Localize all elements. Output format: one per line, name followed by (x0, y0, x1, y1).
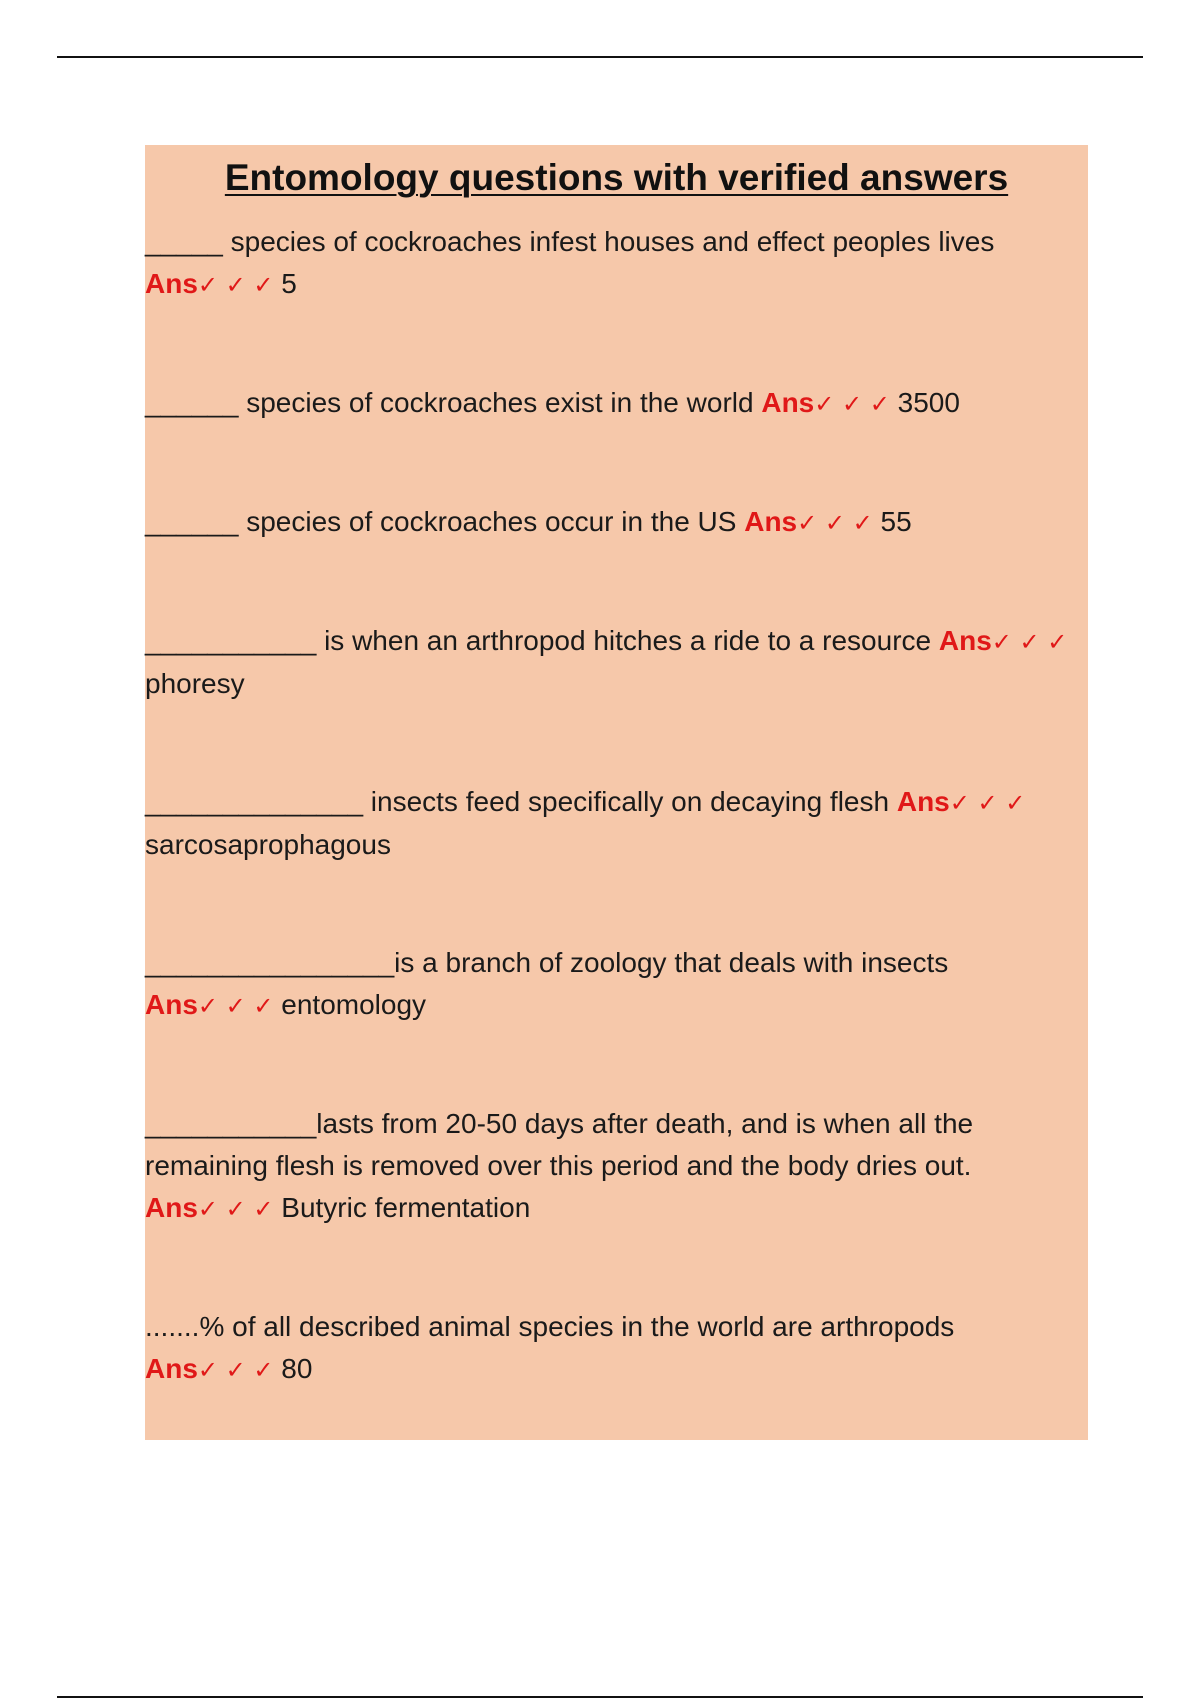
qa-item (145, 1103, 1088, 1230)
question-text: ______ species of cockroaches occur in the US (145, 506, 737, 537)
check-marks-icon: ✓ ✓ ✓ (197, 271, 274, 299)
answer-text: 5 (281, 268, 297, 299)
question-text: .......% of all described animal species in the world are arthropods (145, 1311, 955, 1342)
answer-marker: Ans (145, 1192, 198, 1223)
check-marks-icon: ✓ ✓ ✓ (949, 789, 1026, 817)
qa-item (145, 620, 1088, 705)
qa-item (145, 942, 1088, 1027)
check-marks-icon: ✓ ✓ ✓ (197, 992, 274, 1020)
document-panel (145, 145, 1088, 1440)
check-marks-icon: ✓ ✓ ✓ (797, 509, 873, 537)
answer-text: sarcosaprophagous (145, 829, 391, 860)
question-text: ___________ is when an arthropod hitches a ride to a resource (145, 625, 932, 656)
check-marks-icon: ✓ ✓ ✓ (991, 628, 1068, 656)
answer-text: 80 (281, 1353, 313, 1384)
qa-item (145, 382, 1088, 425)
qa-list (145, 221, 1088, 1391)
answer-text: entomology (281, 989, 427, 1020)
qa-item (145, 781, 1088, 866)
answer-text: phoresy (145, 668, 245, 699)
header-rule (57, 56, 1143, 58)
answer-text: 55 (880, 506, 912, 537)
answer-text: Butyric fermentation (281, 1192, 531, 1223)
question-text: ________________is a branch of zoology that deals with insects (145, 947, 949, 978)
question-text: ______________ insects feed specifically on decaying flesh (145, 786, 890, 817)
answer-marker: Ans (761, 387, 815, 418)
document-title: Entomology questions with verified answers (224, 157, 1009, 198)
question-text: ___________lasts from 20-50 days after death, and is when all the remaining flesh is removed over this period and the body dries out. (145, 1108, 974, 1181)
footer-rule (57, 1696, 1143, 1698)
answer-marker: Ans (145, 1353, 198, 1384)
check-marks-icon: ✓ ✓ ✓ (814, 390, 890, 418)
question-text: _____ species of cockroaches infest houses and effect peoples lives (145, 226, 995, 257)
qa-item (145, 221, 1088, 306)
answer-marker: Ans (145, 989, 198, 1020)
check-marks-icon: ✓ ✓ ✓ (197, 1195, 274, 1223)
check-marks-icon: ✓ ✓ ✓ (197, 1356, 274, 1384)
qa-item (145, 501, 1088, 544)
answer-marker: Ans (744, 506, 798, 537)
qa-item (145, 1306, 1088, 1391)
answer-marker: Ans (938, 625, 992, 656)
answer-marker: Ans (145, 268, 198, 299)
answer-marker: Ans (896, 786, 950, 817)
question-text: ______ species of cockroaches exist in the world (145, 387, 754, 418)
answer-text: 3500 (897, 387, 960, 418)
